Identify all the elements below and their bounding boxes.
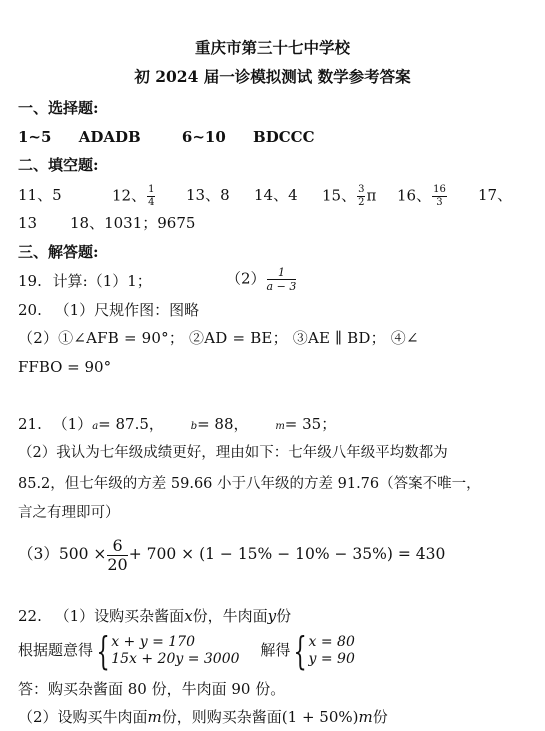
question-21-part1	[18, 414, 336, 437]
question-20-number: 20.	[18, 301, 42, 319]
fraction-six-twentieths	[107, 535, 128, 574]
fill-answer-15	[322, 185, 376, 208]
question-22-system	[18, 629, 355, 673]
variable-m: m	[147, 708, 162, 726]
question-21-number: 21.	[18, 415, 42, 433]
question-21-part2-line2: 85.2，但七年级的方差 59.66 小于八年级的方差 91.76（答案不唯一，	[18, 476, 481, 492]
question-22-solve-label: 解得	[260, 641, 291, 659]
question-21-part3-prefix: （3）500 ×	[18, 545, 107, 563]
question-22-part1-c: 份	[276, 607, 292, 625]
question-22-part2-b: 份，则购买杂酱面(1 + 50%)	[161, 708, 359, 726]
value-b: = 88，	[197, 415, 249, 433]
value-m: = 35；	[284, 415, 337, 433]
solution-2: y = 90	[308, 651, 355, 667]
fraction-numerator: 6	[107, 538, 127, 556]
choice-answers-row	[18, 127, 315, 147]
equation-1: x + y = 170	[111, 634, 195, 650]
fill-answer-13: 13、8	[186, 186, 230, 204]
left-brace-icon: {	[96, 629, 110, 673]
fraction-denominator: a − 3	[266, 280, 297, 293]
section-fill-heading: 二、填空题:	[18, 156, 99, 174]
value-a: = 87.5，	[98, 415, 164, 433]
question-19-part1: 计算:（1）1；	[52, 272, 152, 290]
variable-x: x	[184, 607, 193, 625]
question-19	[18, 271, 152, 291]
question-22-number: 22.	[18, 607, 42, 625]
fill-answer-16	[397, 185, 448, 208]
question-22-part2	[18, 707, 388, 727]
solution-system	[309, 634, 355, 668]
variable-a: a	[92, 421, 99, 432]
variable-y: y	[267, 607, 277, 625]
pi-symbol: π	[366, 186, 377, 205]
fraction-denominator: 20	[107, 554, 128, 574]
fill-answer-15-prefix: 15、	[322, 186, 357, 205]
question-22-part2-d: 份	[372, 708, 388, 726]
question-19-part2-label: （2）	[226, 269, 266, 288]
question-20-part1: （1）尺规作图：图略	[54, 301, 200, 319]
fraction-numerator: 3	[358, 184, 365, 195]
fraction-one-quarter	[147, 185, 155, 208]
fraction-one-over-a-minus-3	[267, 267, 297, 292]
variable-m: m	[275, 421, 285, 432]
question-22-part1	[18, 606, 291, 626]
question-20	[18, 300, 199, 320]
exam-title: 初 2024 届一诊模拟测试 数学参考答案	[134, 67, 411, 86]
equation-2: 15x + 20y = 3000	[111, 651, 240, 667]
section-solve-heading: 三、解答题:	[18, 243, 99, 261]
choice-range-1: 1~5	[18, 128, 52, 146]
question-21-part2-line3: 言之有理即可）	[18, 505, 120, 521]
fraction-denominator: 2	[358, 197, 365, 208]
fill-answer-17-label: 17、	[478, 186, 513, 204]
choice-answers-1: ADADB	[78, 128, 141, 146]
question-22-part1-b: 份，牛肉面	[192, 607, 268, 625]
fill-answer-18: 18、1031；9675	[70, 214, 196, 232]
solution-1: x = 80	[308, 634, 355, 650]
school-title: 重庆市第三十七中学校	[194, 38, 350, 57]
question-21-part3-suffix: + 700 × (1 − 15% − 10% − 35%) = 430	[128, 545, 446, 563]
choice-range-2: 6~10	[181, 128, 226, 146]
choice-answers-2: BDCCC	[253, 128, 315, 146]
fill-answer-16-prefix: 16、	[397, 186, 432, 205]
fraction-denominator: 3	[436, 197, 443, 208]
fraction-sixteen-thirds	[432, 185, 447, 208]
question-21-part3	[18, 534, 445, 574]
fraction-numerator: 1	[148, 184, 155, 195]
fraction-denominator: 4	[148, 197, 155, 208]
fraction-three-halves	[357, 185, 365, 208]
fraction-numerator: 16	[433, 184, 446, 195]
question-20-part2-cont: FFBO = 90°	[18, 358, 112, 376]
fill-answer-12-prefix: 12、	[112, 186, 147, 205]
fraction-numerator: 1	[267, 267, 297, 280]
question-20-part2: （2）①∠AFB = 90°； ②AD = BE； ③AE ∥ BD； ④∠	[18, 329, 419, 347]
fill-answer-11: 11、5	[18, 186, 62, 204]
section-choice-heading: 一、选择题:	[18, 99, 99, 117]
question-19-number: 19.	[18, 272, 42, 290]
equation-system	[111, 634, 239, 668]
question-19-part2	[226, 267, 297, 292]
left-brace-icon: {	[293, 629, 308, 673]
question-22-answer: 答：购买杂酱面 80 份，牛肉面 90 份。	[18, 680, 286, 698]
fill-answer-17-value: 13	[18, 214, 38, 232]
fill-answer-12	[112, 185, 156, 208]
question-22-part2-a: （2）设购买牛肉面	[18, 708, 148, 726]
question-21-part1-label: （1）	[52, 415, 93, 433]
question-22-setup-label: 根据题意得	[18, 641, 94, 659]
question-22-part1-a: （1）设购买杂酱面	[54, 607, 185, 625]
question-21-part2-line1: （2）我认为七年级成绩更好，理由如下：七年级八年级平均数都为	[18, 445, 448, 461]
fill-answer-14: 14、4	[254, 186, 298, 204]
variable-b: b	[190, 421, 198, 432]
variable-m: m	[358, 708, 373, 726]
